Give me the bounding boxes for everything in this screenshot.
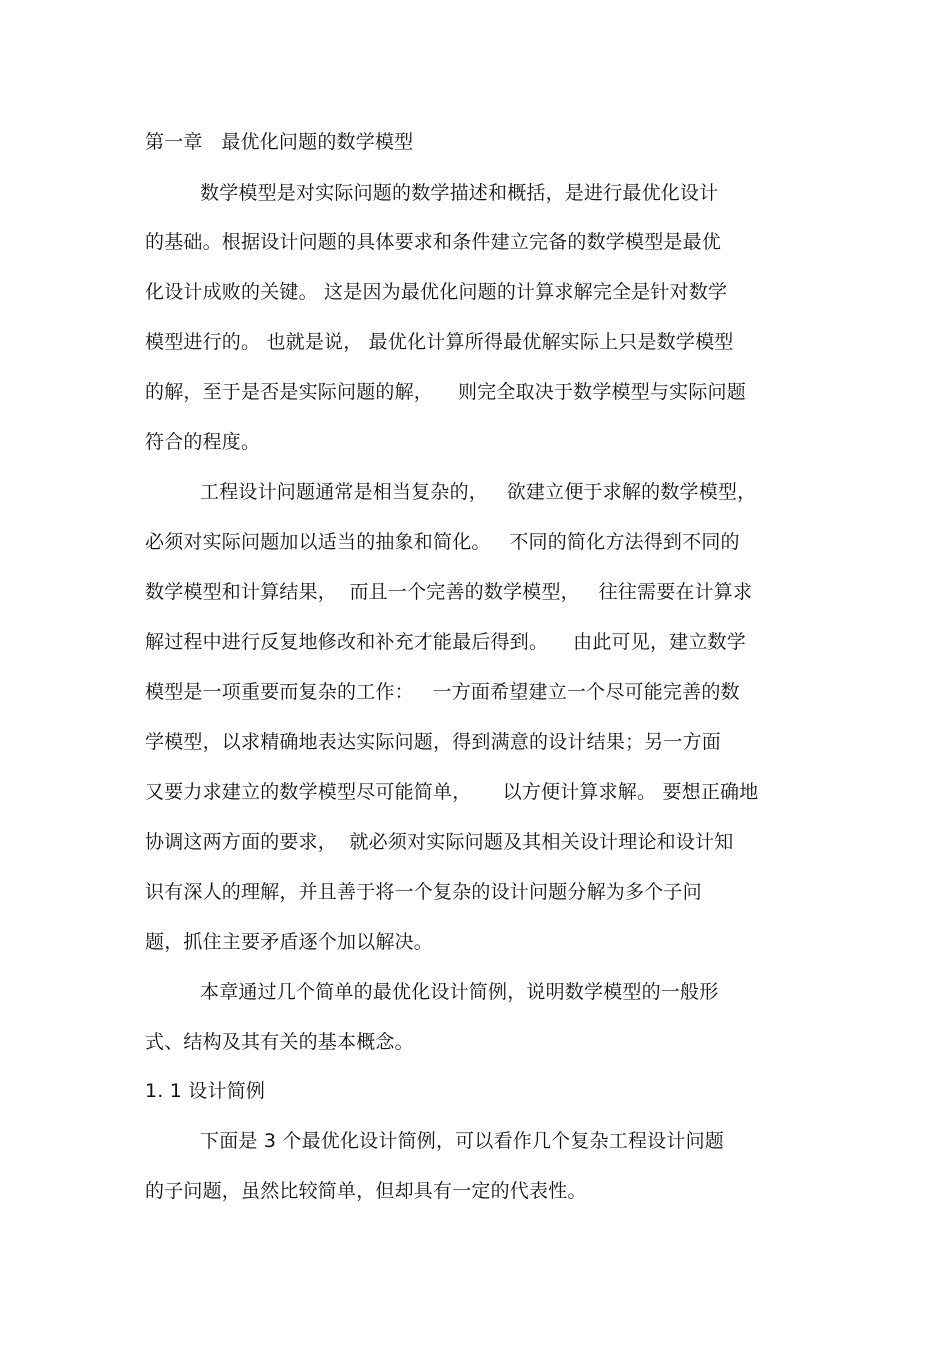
paragraph-3-line-1: 本章通过几个简单的最优化设计简例，说明数学模型的一般形 <box>200 981 719 1003</box>
paragraph-2-line-4: 解过程中进行反复地修改和补充才能最后得到。 由此可见，建立数学 <box>145 631 746 653</box>
paragraph-4-line-1: 下面是 3 个最优化设计简例，可以看作几个复杂工程设计问题 <box>200 1130 724 1152</box>
paragraph-2-line-10: 题，抓住主要矛盾逐个加以解决。 <box>145 931 434 953</box>
paragraph-2-line-8: 协调这两方面的要求， 就必须对实际问题及其相关设计理论和设计知 <box>145 831 734 853</box>
paragraph-2-line-6: 学模型，以求精确地表达实际问题，得到满意的设计结果；另一方面 <box>145 731 722 753</box>
paragraph-2-line-3: 数学模型和计算结果， 而且一个完善的数学模型， 往往需要在计算求 <box>145 581 753 603</box>
section-title: 1. 1 设计简例 <box>145 1080 266 1102</box>
paragraph-2-line-7: 又要力求建立的数学模型尽可能简单， 以方便计算求解。 要想正确地 <box>145 781 759 803</box>
paragraph-4-line-2: 的子问题，虽然比较简单，但却具有一定的代表性。 <box>145 1180 587 1202</box>
paragraph-1-line-6: 符合的程度。 <box>145 431 261 453</box>
paragraph-1-line-2: 的基础。根据设计问题的具体要求和条件建立完备的数学模型是最优 <box>145 231 722 253</box>
paragraph-1-line-1: 数学模型是对实际问题的数学描述和概括，是进行最优化设计 <box>200 182 719 204</box>
paragraph-2-line-5: 模型是一项重要而复杂的工作： 一方面希望建立一个尽可能完善的数 <box>145 681 740 703</box>
paragraph-2-line-9: 识有深人的理解，并且善于将一个复杂的设计问题分解为多个子问 <box>145 881 702 903</box>
paragraph-1-line-4: 模型进行的。 也就是说， 最优化计算所得最优解实际上只是数学模型 <box>145 331 734 353</box>
chapter-title: 第一章 最优化问题的数学模型 <box>145 131 414 153</box>
paragraph-2-line-2: 必须对实际问题加以适当的抽象和简化。 不同的简化方法得到不同的 <box>145 531 740 553</box>
paragraph-1-line-5: 的解，至于是否是实际问题的解， 则完全取决于数学模型与实际问题 <box>145 381 746 403</box>
paragraph-3-line-2: 式、结构及其有关的基本概念。 <box>145 1031 414 1053</box>
paragraph-2-line-1: 工程设计问题通常是相当复杂的， 欲建立便于求解的数学模型， <box>200 481 757 503</box>
paragraph-1-line-3: 化设计成败的关键。 这是因为最优化问题的计算求解完全是针对数学 <box>145 281 728 303</box>
